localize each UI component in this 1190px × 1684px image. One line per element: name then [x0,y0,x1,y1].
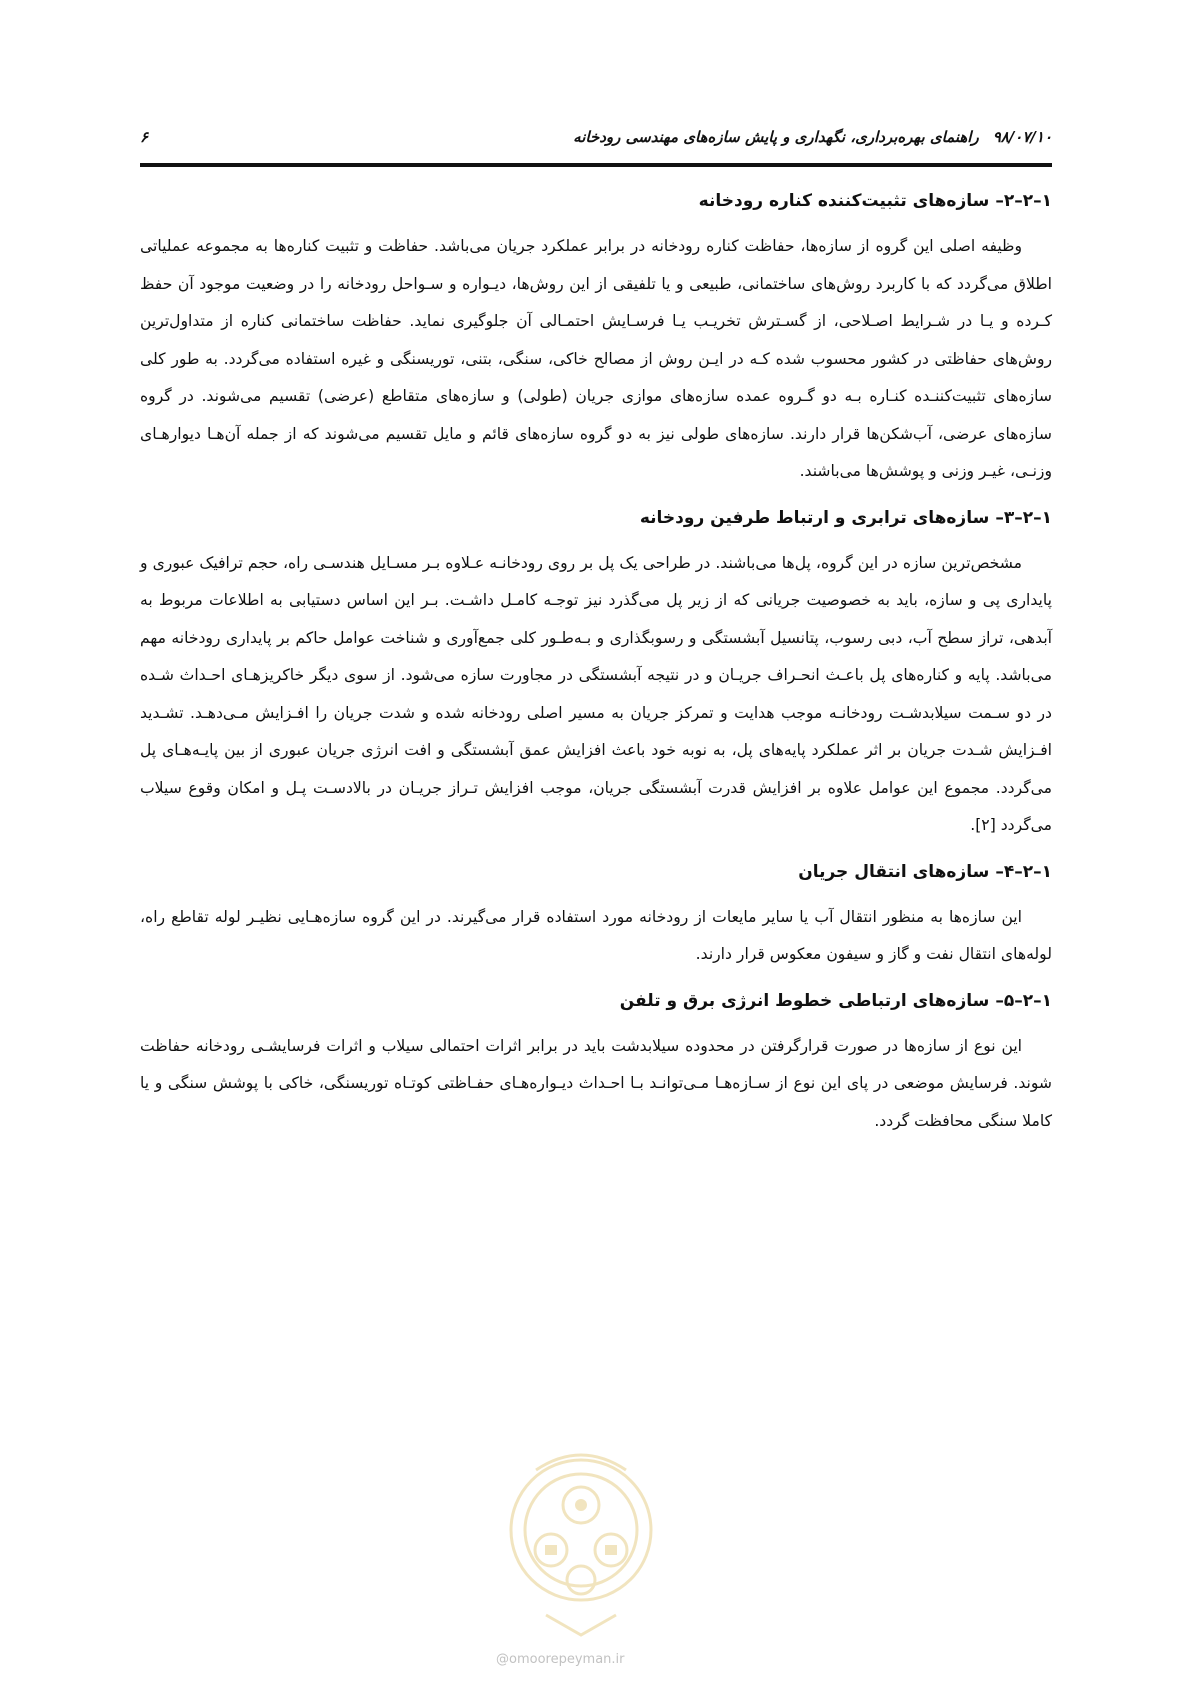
section-heading [140,988,1052,1014]
section-number: ۱–۲–۳– [995,507,1052,528]
section-number: ۱–۲–۵– [995,990,1052,1011]
section-title: سازه‌های انتقال جریان [798,861,990,882]
page-number: ۶ [140,128,149,146]
running-title [573,128,1052,146]
section-paragraph: این نوع از سازه‌ها در صورت قرارگرفتن در محدوده سیلابدشت باید در برابر اثرات احتمالی سیلاب و اثرات فرسایشـی رودخانه حفاظت شوند. فرسایش موضعی در پای این نوع از سـازه‌هـا مـی‌توانـد بـا احـداث دیـواره‌هـای حفـاظتی کوتـاه توریسنگی، خاکی با پوشش سنگی و یا کاملا سنگی محافظت گردد. [140,1036,1052,1130]
section-paragraph: این سازه‌ها به منظور انتقال آب یا سایر مایعات از رودخانه مورد استفاده قرار می‌گیرند. در این گروه سازه‌هـایی نظیـر لوله تقاطع راه، لوله‌های انتقال نفت و گاز و سیفون معکوس قرار دارند. [140,907,1052,963]
header-date: ۹۸/۰۷/۱۰ [992,128,1052,146]
section-1-2-5 [140,988,1052,1141]
section-paragraph: وظیفه اصلی این گروه از سازه‌ها، حفاظت کناره رودخانه در برابر عملکرد جریان می‌باشد. حفاظت و تثبیت کناره‌ها به مجموعه عملیاتی اطلاق می‌گردد که با کاربرد روش‌های ساختمانی، طبیعی و یا تلفیقی از این روش‌ها، دیـواره و سـواحل رودخانه را در وضعیت موجود آن حفظ کـرده و یـا در شـرایط اصـلاحی، از گسـترش تخریـب یـا فرسـایش احتمـالی آن جلوگیری نماید. حفاظت ساختمانی کناره از متداول‌ترین روش‌های حفاظتی در کشور محسوب شده کـه در ایـن روش از مصالح خاکی، سنگی، بتنی، توریسنگی و غیره استفاده می‌گردد. به طور کلی سازه‌های تثبیت‌کننـده کنـاره بـه دو گـروه عمده سازه‌های موازی جریان (طولی) و سازه‌های متقاطع (عرضی) تقسیم می‌شوند. در گروه سازه‌های عرضی، آب‌شکن‌ها قرار دارند. سازه‌های طولی نیز به دو گروه سازه‌های قائم و مایل تقسیم می‌شوند که از جمله آن‌هـا دیوارهـای وزنـی، غیـر وزنی و پوشش‌ها می‌باشند. [140,237,1052,480]
section-paragraph: مشخص‌ترین سازه در این گروه، پل‌ها می‌باشند. در طراحی یک پل بر روی رودخانـه عـلاوه بـر مسـایل هندسـی راه، حجم ترافیک عبوری و پایداری پی و سازه، باید به خصوصیت جریانی که از زیر پل می‌گذرد نیز توجـه کامـل داشـت. بـر این اساس دستیابی به اطلاعات مربوط به آبدهی، تراز سطح آب، دبی رسوب، پتانسیل آبشستگی و رسوبگذاری و بـه‌طـور کلی جمع‌آوری و شناخت عوامل حاکم بر پایداری رودخانه مهم می‌باشد. پایه و کناره‌های پل باعـث انحـراف جریـان و در نتیجه آبشستگی در مجاورت سازه می‌شود. از سوی دیگر خاکریزهـای احـداث شـده در دو سـمت سیلابدشـت رودخانـه موجب هدایت و تمرکز جریان به مسیر اصلی رودخانه شده و شدت جریان را افـزایش مـی‌دهـد. تشـدید افـزایش شـدت جریان بر اثر عملکرد پایه‌های پل، به نوبه خود باعث افزایش عمق آبشستگی و افت انرژی جریان عبوری از بین پایـه‌هـای پل می‌گردد. مجموع این عوامل علاوه بر افزایش قدرت آبشستگی جریان، موجب افزایش تـراز جریـان در بالادسـت پـل و امکان وقوع سیلاب می‌گردد [۲]. [140,553,1052,834]
section-heading [140,188,1052,214]
header-title-text: راهنمای بهره‌برداری، نگهداری و پایش سازه‌های مهندسی رودخانه [573,128,979,146]
header-divider [140,163,1052,167]
page-content [140,188,1052,1154]
section-title: سازه‌های ترابری و ارتباط طرفین رودخانه [639,507,990,528]
section-heading [140,505,1052,531]
watermark-url: @omoorepeyman.ir [496,1652,625,1667]
section-1-2-2 [140,188,1052,491]
watermark-seal-icon [506,1410,656,1650]
section-heading [140,859,1052,885]
section-1-2-3 [140,505,1052,845]
section-number: ۱–۲–۲– [995,191,1052,211]
page-header [140,128,1052,158]
section-1-2-4 [140,859,1052,974]
section-title: سازه‌های تثبیت‌کننده کناره رودخانه [698,191,990,211]
section-number: ۱–۲–۴– [995,861,1052,882]
section-title: سازه‌های ارتباطی خطوط انرژی برق و تلفن [619,990,990,1011]
